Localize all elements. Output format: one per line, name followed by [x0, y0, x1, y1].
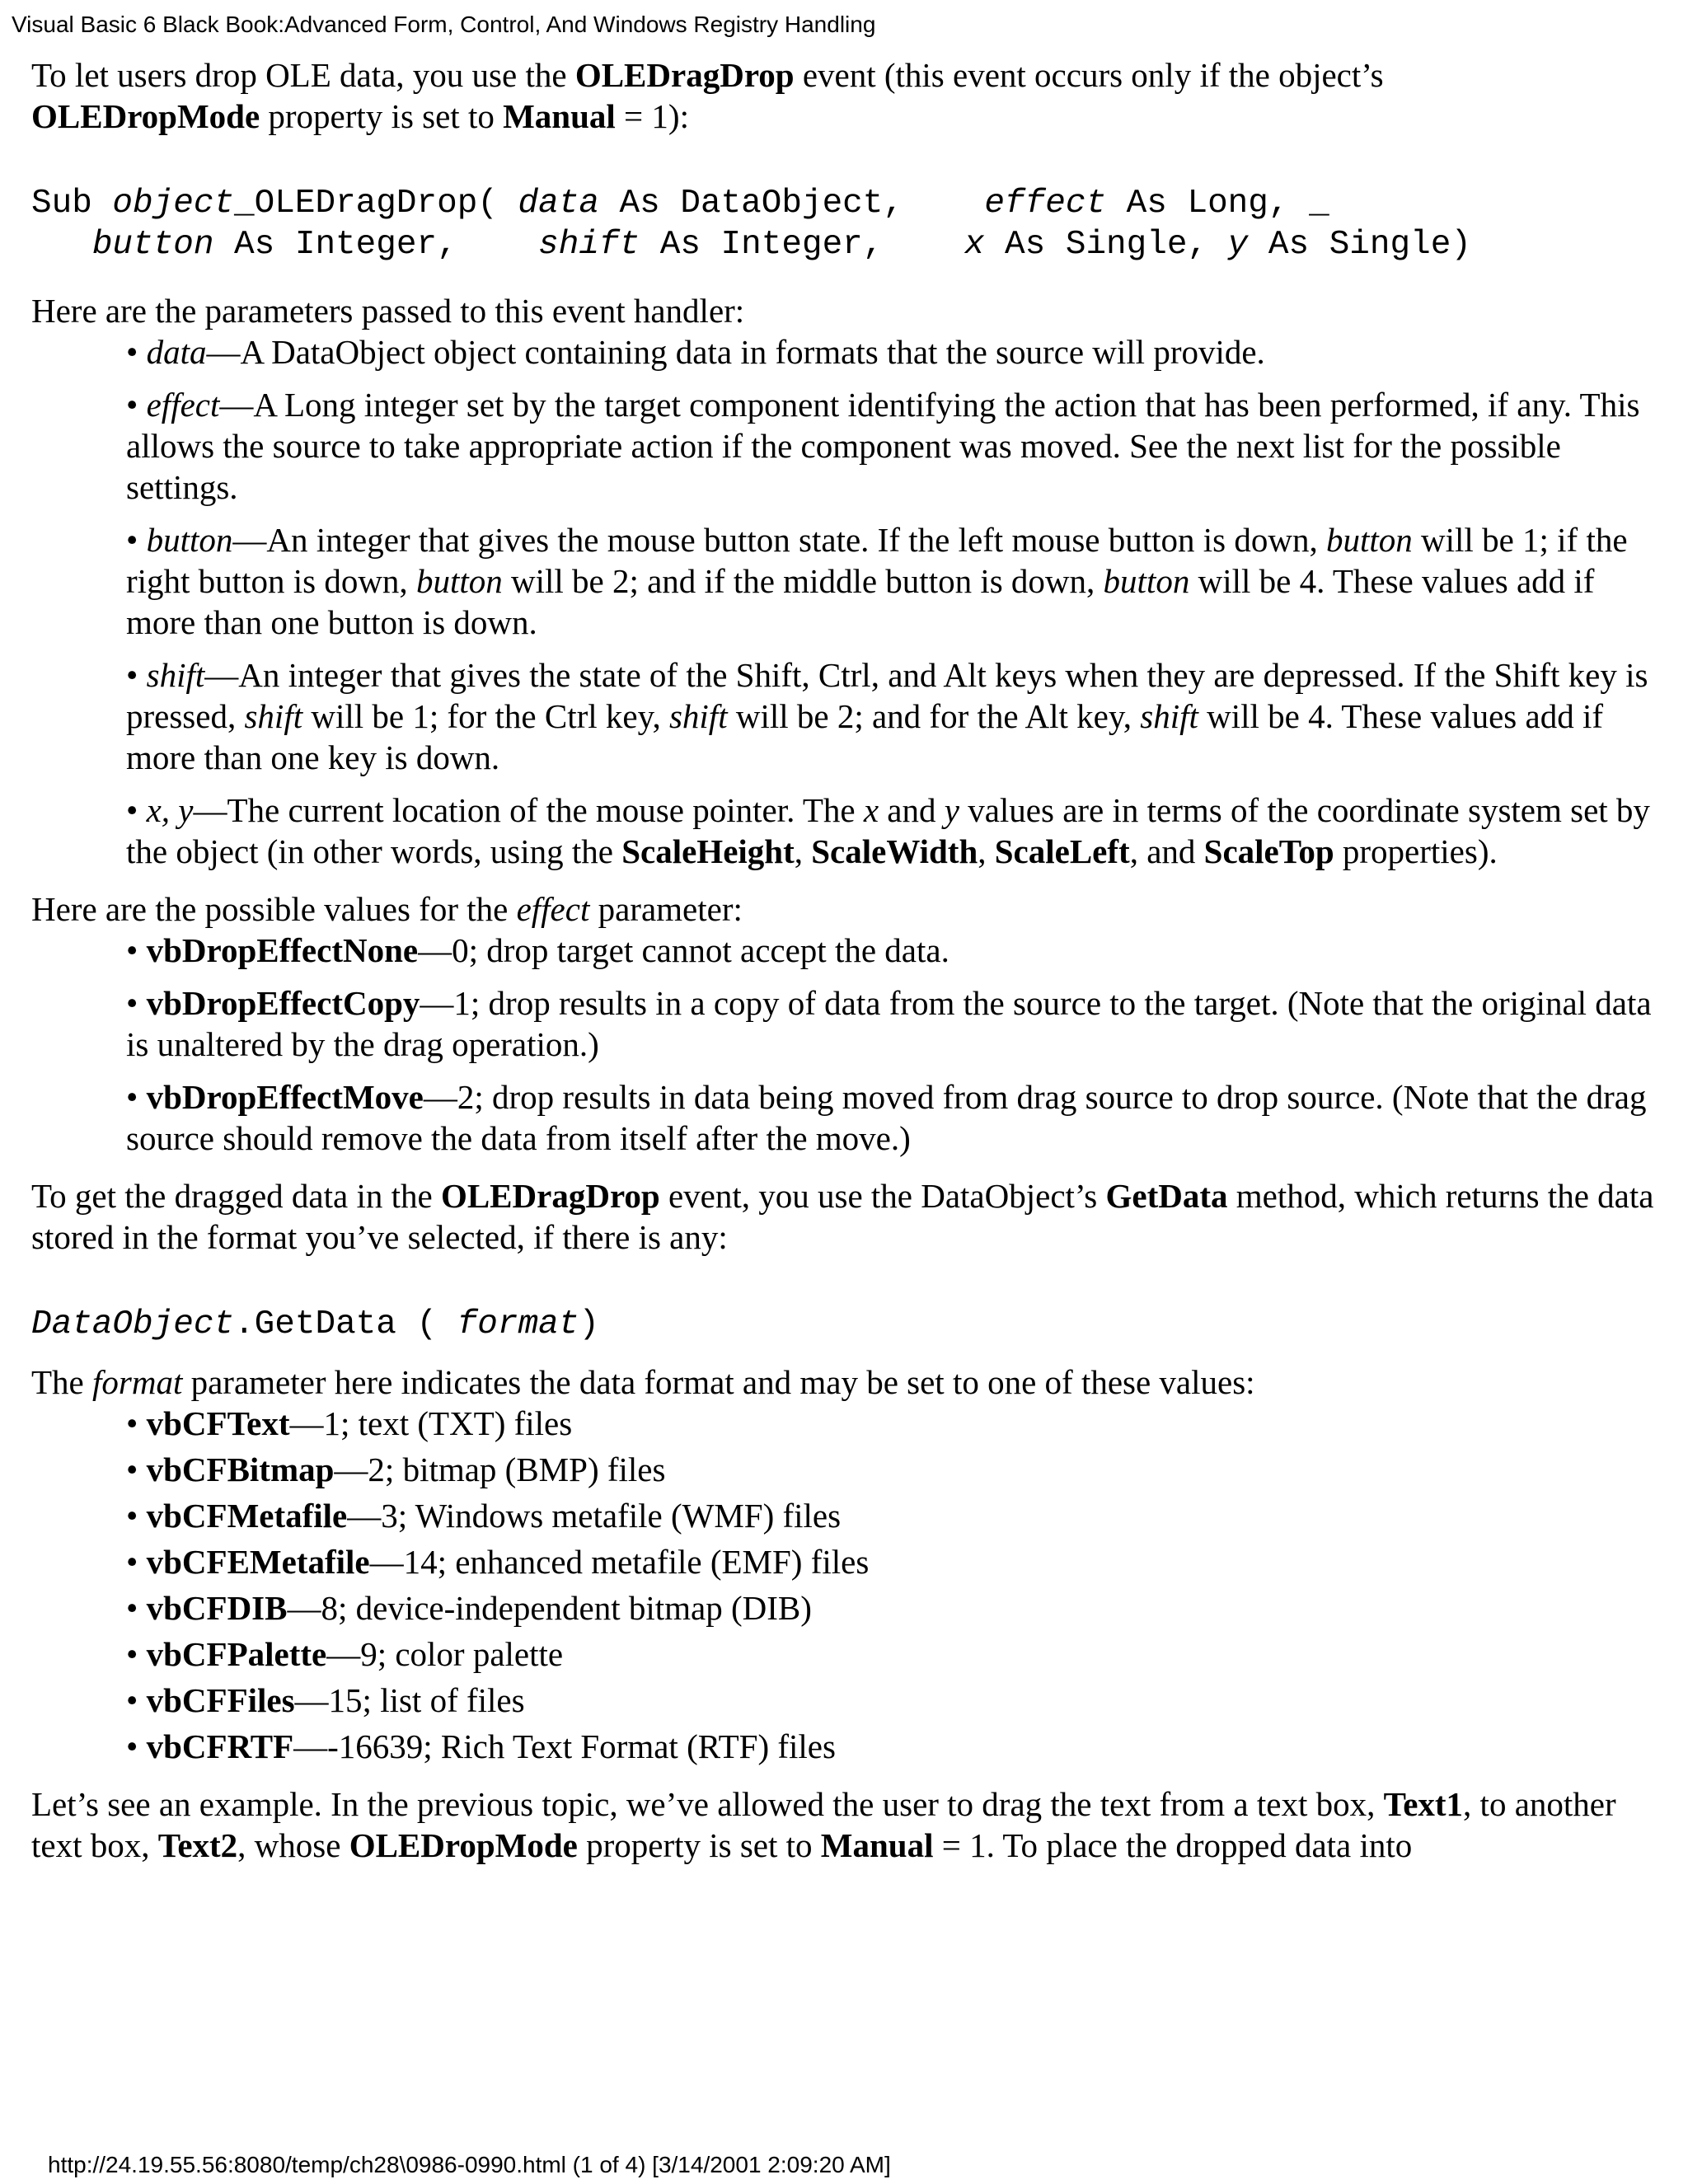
- constant-name: vbDropEffectNone: [146, 931, 419, 969]
- effect-intro: Here are the possible values for the effect parameter:: [31, 890, 743, 928]
- list-item: • vbDropEffectCopy—1; drop results in a copy of data from the source to the target. (Note that the original data is unaltered by the drag operation.): [126, 984, 1652, 1063]
- intro-paragraph: To let users drop OLE data, you use the OLEDragDrop event (this event occurs only if the object’s OLEDropMode property is set to Manual = 1):: [31, 56, 1384, 135]
- constant-description: —14; enhanced metafile (EMF) files: [369, 1543, 870, 1581]
- constant-name: vbDropEffectMove: [146, 1078, 424, 1116]
- document-body: [31, 54, 1659, 1866]
- constant-description: —8; device-independent bitmap (DIB): [287, 1589, 812, 1627]
- constant-name: vbCFText: [146, 1404, 290, 1442]
- constant-name: vbCFPalette: [146, 1635, 327, 1673]
- constant-description: —15; list of files: [294, 1681, 525, 1719]
- params-intro: Here are the parameters passed to this event handler:: [31, 292, 745, 330]
- list-item: • vbCFFiles—15; list of files: [126, 1681, 525, 1719]
- constant-name: vbCFDIB: [146, 1589, 288, 1627]
- list-item: • vbCFPalette—9; color palette: [126, 1635, 564, 1673]
- constant-name: vbCFFiles: [146, 1681, 295, 1719]
- constant-name: vbCFMetafile: [146, 1497, 348, 1535]
- list-item: • vbDropEffectNone—0; drop target cannot accept the data.: [126, 931, 950, 969]
- getdata-intro: To get the dragged data in the OLEDragDrop event, you use the DataObject’s GetData method, which returns the data stored in the format you’ve selected, if there is any:: [31, 1177, 1654, 1256]
- list-item: • vbCFRTF—-16639; Rich Text Format (RTF) files: [126, 1727, 836, 1765]
- list-item: • vbDropEffectMove—2; drop results in data being moved from drag source to drop source. (Note that the drag source should remove the data from itself after the move.): [126, 1078, 1647, 1157]
- effect-list: [31, 930, 1659, 1159]
- list-item: • vbCFText—1; text (TXT) files: [126, 1404, 573, 1442]
- params-list: [31, 331, 1659, 872]
- list-item: • vbCFDIB—8; device-independent bitmap (DIB): [126, 1589, 812, 1627]
- code-getdata: DataObject.GetData ( format): [31, 1305, 599, 1343]
- page-header: Visual Basic 6 Black Book:Advanced Form, Control, And Windows Registry Handling: [12, 12, 876, 37]
- constant-description: —2; drop results in data being moved from drag source to drop source. (Note that the drag source should remove the data from itself after the move.): [126, 1078, 1647, 1157]
- constant-description: —9; color palette: [326, 1635, 564, 1673]
- constant-description: —2; bitmap (BMP) files: [334, 1451, 666, 1488]
- constant-description: —3; Windows metafile (WMF) files: [347, 1497, 842, 1535]
- list-item: • data—A DataObject object containing data in formats that the source will provide.: [126, 333, 1265, 371]
- list-item: • effect—A Long integer set by the target component identifying the action that has been performed, if any. This allows the source to take appropriate action if the component was moved. See the next list for the possible settings.: [126, 386, 1640, 506]
- constant-description: —1; text (TXT) files: [289, 1404, 573, 1442]
- constant-name: vbDropEffectCopy: [146, 984, 420, 1022]
- constant-description: —0; drop target cannot accept the data.: [418, 931, 950, 969]
- list-item: • shift—An integer that gives the state of the Shift, Ctrl, and Alt keys when they are depressed. If the Shift key is pressed, shift will be 1; for the Ctrl key, shift will be 2; and for the Alt key, shift will be 4. These values add if more than one key is down.: [126, 656, 1648, 776]
- constant-name: vbCFBitmap: [146, 1451, 335, 1488]
- list-item: • vbCFMetafile—3; Windows metafile (WMF) files: [126, 1497, 842, 1535]
- list-item: • vbCFEMetafile—14; enhanced metafile (EMF) files: [126, 1543, 870, 1581]
- list-item: • button—An integer that gives the mouse button state. If the left mouse button is down, button will be 1; if the right button is down, button will be 2; and if the middle button is down, button will be 4. These values add if more than one button is down.: [126, 521, 1628, 641]
- constant-description: —1; drop results in a copy of data from the source to the target. (Note that the original data is unaltered by the drag operation.): [126, 984, 1652, 1063]
- constant-description: —-16639; Rich Text Format (RTF) files: [293, 1727, 836, 1765]
- constant-name: vbCFRTF: [146, 1727, 294, 1765]
- code-signature: Sub object_OLEDragDrop( data As DataObject, effect As Long, _ button As Integer, shift As Integer, x As Single, y As Single): [31, 185, 1471, 264]
- constant-name: vbCFEMetafile: [146, 1543, 370, 1581]
- format-intro: The format parameter here indicates the data format and may be set to one of these values:: [31, 1363, 1255, 1401]
- format-list: [31, 1403, 1659, 1767]
- example-paragraph: Let’s see an example. In the previous topic, we’ve allowed the user to drag the text from a text box, Text1, to another text box, Text2, whose OLEDropMode property is set to Manual = 1. To place the dropped data into: [31, 1785, 1616, 1864]
- list-item: • x, y—The current location of the mouse pointer. The x and y values are in terms of the coordinate system set by the object (in other words, using the ScaleHeight, ScaleWidth, ScaleLeft, and ScaleTop properties).: [126, 791, 1650, 870]
- page-footer-url: http://24.19.55.56:8080/temp/ch28\0986-0990.html (1 of 4) [3/14/2001 2:09:20 AM]: [48, 2152, 891, 2177]
- list-item: • vbCFBitmap—2; bitmap (BMP) files: [126, 1451, 666, 1488]
